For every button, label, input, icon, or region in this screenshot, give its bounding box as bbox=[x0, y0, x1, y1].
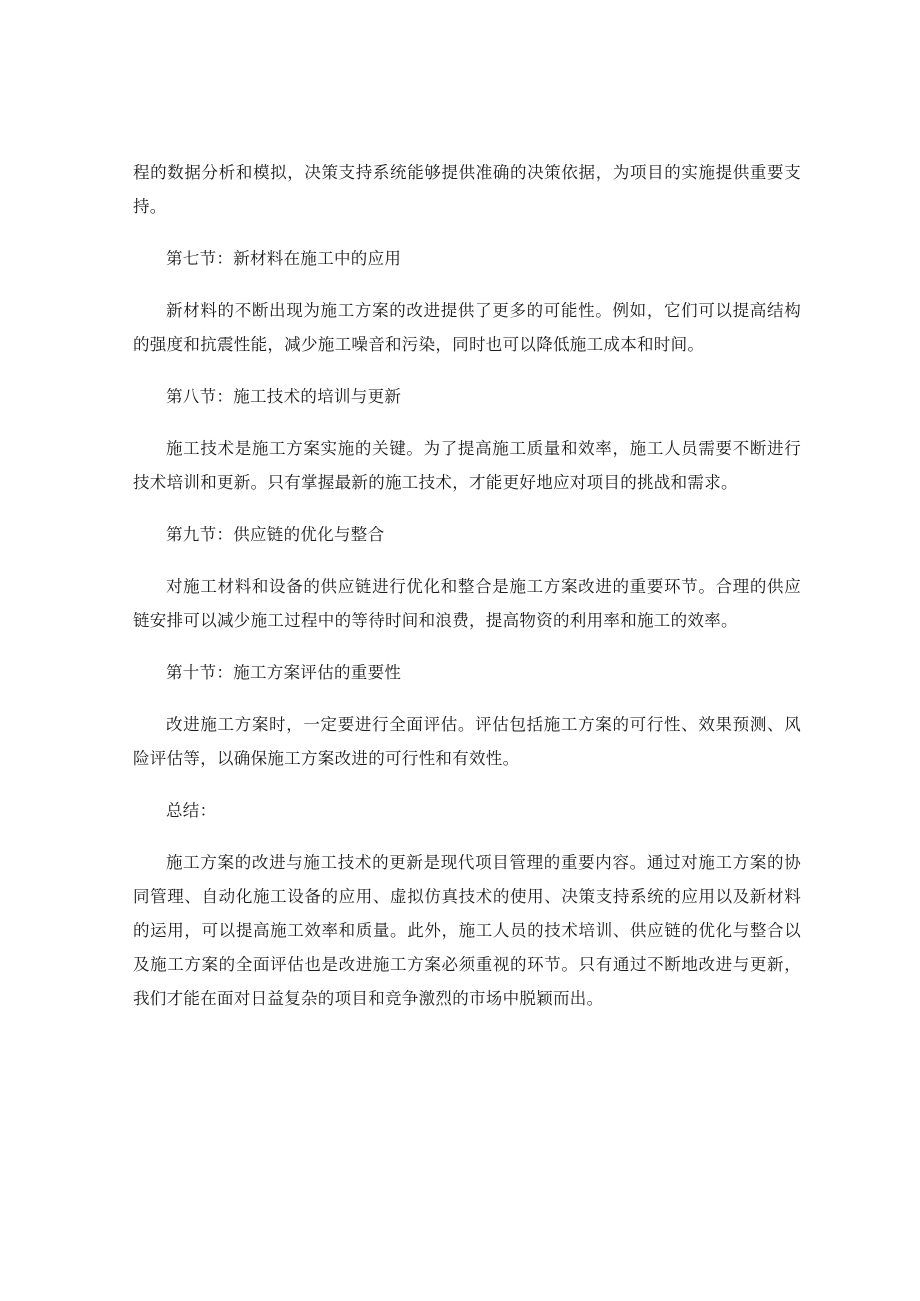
summary-heading: 总结： bbox=[166, 801, 217, 820]
section-8-paragraph: 施工技术是施工方案实施的关键。为了提高施工质量和效率，施工人员需要不断进行技术培训和更新。只有掌握最新的施工技术，才能更好地应对项目的挑战和需求。 bbox=[133, 439, 801, 492]
summary-paragraph: 施工方案的改进与施工技术的更新是现代项目管理的重要内容。通过对施工方案的协同管理、自动化施工设备的应用、虚拟仿真技术的使用、决策支持系统的应用以及新材料的运用，可以提高施工效率和质量。此外，施工人员的技术培训、供应链的优化与整合以及施工方案的全面评估也是改进施工方案必须重视的环节。只有通过不断地改进与更新，我们才能在面对日益复杂的项目和竞争激烈的市场中脱颖而出。 bbox=[133, 853, 801, 1008]
section-9-heading: 第九节：供应链的优化与整合 bbox=[166, 525, 385, 544]
section-7-heading: 第七节：新材料在施工中的应用 bbox=[166, 249, 402, 268]
document-body bbox=[133, 156, 801, 1034]
section-7-paragraph: 新材料的不断出现为施工方案的改进提供了更多的可能性。例如，它们可以提高结构的强度和抗震性能，减少施工噪音和污染，同时也可以降低施工成本和时间。 bbox=[133, 301, 801, 354]
section-8-heading: 第八节：施工技术的培训与更新 bbox=[166, 387, 402, 406]
section-9-paragraph: 对施工材料和设备的供应链进行优化和整合是施工方案改进的重要环节。合理的供应链安排可以减少施工过程中的等待时间和浪费，提高物资的利用率和施工的效率。 bbox=[133, 577, 801, 630]
section-10-heading: 第十节：施工方案评估的重要性 bbox=[166, 663, 402, 682]
section-10-paragraph: 改进施工方案时，一定要进行全面评估。评估包括施工方案的可行性、效果预测、风险评估等，以确保施工方案改进的可行性和有效性。 bbox=[133, 715, 801, 768]
intro-continuation-paragraph: 程的数据分析和模拟，决策支持系统能够提供准确的决策依据，为项目的实施提供重要支持。 bbox=[133, 163, 801, 216]
